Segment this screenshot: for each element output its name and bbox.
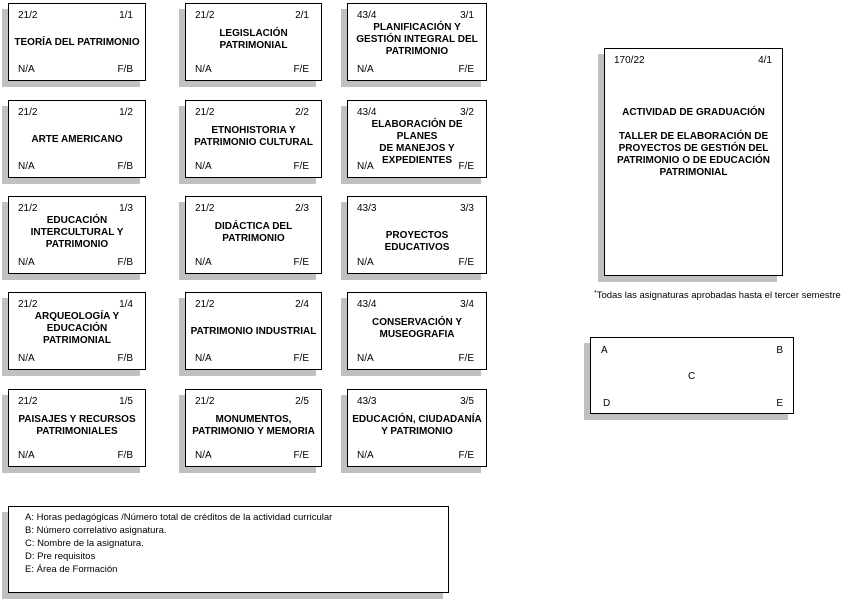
course-prerequisites: N/A xyxy=(18,64,35,75)
course-hours: 21/2 xyxy=(195,396,215,407)
course-hours: 21/2 xyxy=(18,10,38,21)
key-b: B xyxy=(776,345,783,356)
course-card xyxy=(185,196,322,274)
course-prerequisites: N/A xyxy=(18,450,35,461)
course-prerequisites: N/A xyxy=(357,353,374,364)
course-name: CONSERVACIÓN Y MUSEOGRAFIA xyxy=(371,317,463,340)
course-card xyxy=(347,100,487,178)
course-number: 3/4 xyxy=(460,299,474,310)
course-hours: 43/4 xyxy=(357,10,377,21)
course-hours: 21/2 xyxy=(195,299,215,310)
course-area: F/E xyxy=(293,161,309,172)
course-number: 1/4 xyxy=(119,299,133,310)
course-prerequisites: N/A xyxy=(357,450,374,461)
course-number: 3/3 xyxy=(460,203,474,214)
course-hours: 43/4 xyxy=(357,107,377,118)
key-box xyxy=(590,337,794,414)
course-card xyxy=(8,292,146,370)
course-hours: 21/2 xyxy=(195,107,215,118)
key-c: C xyxy=(688,371,696,382)
course-card xyxy=(185,389,322,467)
course-number: 2/2 xyxy=(295,107,309,118)
course-area: F/E xyxy=(293,353,309,364)
course-area: F/B xyxy=(117,64,133,75)
course-name: MONUMENTOS, PATRIMONIO Y MEMORIA xyxy=(192,414,315,437)
course-card xyxy=(185,100,322,178)
course-number: 2/4 xyxy=(295,299,309,310)
course-hours: 43/3 xyxy=(357,203,377,214)
course-area: F/B xyxy=(117,450,133,461)
course-prerequisites: N/A xyxy=(18,257,35,268)
course-name: PLANIFICACIÓN Y GESTIÓN INTEGRAL DEL PATRIMONIO xyxy=(356,22,478,57)
course-number: 2/5 xyxy=(295,396,309,407)
course-area: F/E xyxy=(458,450,474,461)
course-hours: 43/4 xyxy=(357,299,377,310)
course-card xyxy=(347,3,487,81)
course-name: ARTE AMERICANO xyxy=(31,134,123,145)
course-card xyxy=(185,3,322,81)
course-hours: 21/2 xyxy=(18,396,38,407)
course-hours: 21/2 xyxy=(195,10,215,21)
course-number: 1/5 xyxy=(119,396,133,407)
course-area: F/E xyxy=(293,450,309,461)
course-number: 1/3 xyxy=(119,203,133,214)
course-prerequisites: N/A xyxy=(195,257,212,268)
course-name: EDUCACIÓN, CIUDADANÍA Y PATRIMONIO xyxy=(352,414,482,437)
course-prerequisites: N/A xyxy=(195,64,212,75)
course-card xyxy=(185,292,322,370)
legend-item-d: D: Pre requisitos xyxy=(25,551,96,562)
course-name: TEORÍA DEL PATRIMONIO xyxy=(14,37,140,48)
course-area: F/B xyxy=(117,257,133,268)
graduation-name: TALLER DE ELABORACIÓN DE PROYECTOS DE GESTIÓN DEL PATRIMONIO O DE EDUCACIÓN PATRIMONIAL xyxy=(617,131,770,178)
course-card xyxy=(347,292,487,370)
graduation-number: 4/1 xyxy=(758,55,772,66)
course-name: PAISAJES Y RECURSOS PATRIMONIALES xyxy=(18,414,136,437)
legend-box xyxy=(8,506,449,593)
course-area: F/B xyxy=(117,161,133,172)
course-hours: 21/2 xyxy=(18,299,38,310)
course-prerequisites: N/A xyxy=(195,353,212,364)
legend-item-b: B: Número correlativo asignatura. xyxy=(25,525,167,536)
course-card xyxy=(8,100,146,178)
legend-item-c: C: Nombre de la asignatura. xyxy=(25,538,144,549)
course-area: F/E xyxy=(458,257,474,268)
course-name: PATRIMONIO INDUSTRIAL xyxy=(190,326,317,337)
legend-item-e: E: Área de Formación xyxy=(25,564,118,575)
course-name: LEGISLACIÓN PATRIMONIAL xyxy=(219,28,288,51)
course-hours: 21/2 xyxy=(18,203,38,214)
prerequisite-note xyxy=(594,290,841,301)
key-a: A xyxy=(601,345,608,356)
course-prerequisites: N/A xyxy=(357,64,374,75)
course-card xyxy=(8,196,146,274)
note-text: Todas las asignaturas aprobadas hasta el tercer semestre xyxy=(596,290,841,301)
course-number: 2/3 xyxy=(295,203,309,214)
legend-item-a: A: Horas pedagógicas /Número total de créditos de la actividad curricular xyxy=(25,512,333,523)
course-prerequisites: N/A xyxy=(18,353,35,364)
course-prerequisites: N/A xyxy=(195,161,212,172)
course-area: F/B xyxy=(117,353,133,364)
course-card xyxy=(8,3,146,81)
course-name: ETNOHISTORIA Y PATRIMONIO CULTURAL xyxy=(194,125,313,148)
key-e: E xyxy=(776,398,783,409)
course-hours: 21/2 xyxy=(195,203,215,214)
course-card xyxy=(347,389,487,467)
course-prerequisites: N/A xyxy=(18,161,35,172)
course-area: F/E xyxy=(458,161,474,172)
graduation-hours: 170/22 xyxy=(614,55,645,66)
course-name: ARQUEOLOGÍA Y EDUCACIÓN PATRIMONIAL xyxy=(34,311,120,346)
graduation-card xyxy=(604,48,783,276)
course-prerequisites: N/A xyxy=(357,161,374,172)
course-area: F/E xyxy=(458,64,474,75)
graduation-title: ACTIVIDAD DE GRADUACIÓN xyxy=(622,107,765,118)
course-prerequisites: N/A xyxy=(357,257,374,268)
course-hours: 21/2 xyxy=(18,107,38,118)
note-marker: * xyxy=(594,290,597,297)
course-number: 1/1 xyxy=(119,10,133,21)
course-area: F/E xyxy=(458,353,474,364)
course-number: 2/1 xyxy=(295,10,309,21)
course-number: 1/2 xyxy=(119,107,133,118)
key-d: D xyxy=(603,398,611,409)
course-card xyxy=(347,196,487,274)
course-number: 3/1 xyxy=(460,10,474,21)
course-area: F/E xyxy=(293,64,309,75)
course-number: 3/5 xyxy=(460,396,474,407)
course-name: DIDÁCTICA DEL PATRIMONIO xyxy=(214,221,293,244)
course-prerequisites: N/A xyxy=(195,450,212,461)
course-area: F/E xyxy=(293,257,309,268)
course-name: PROYECTOS EDUCATIVOS xyxy=(384,230,450,253)
course-hours: 43/3 xyxy=(357,396,377,407)
course-name: EDUCACIÓN INTERCULTURAL Y PATRIMONIO xyxy=(30,215,124,250)
course-name: ELABORACIÓN DE PLANES DE MANEJOS Y EXPEDIENTES xyxy=(371,119,463,166)
course-card xyxy=(8,389,146,467)
course-number: 3/2 xyxy=(460,107,474,118)
